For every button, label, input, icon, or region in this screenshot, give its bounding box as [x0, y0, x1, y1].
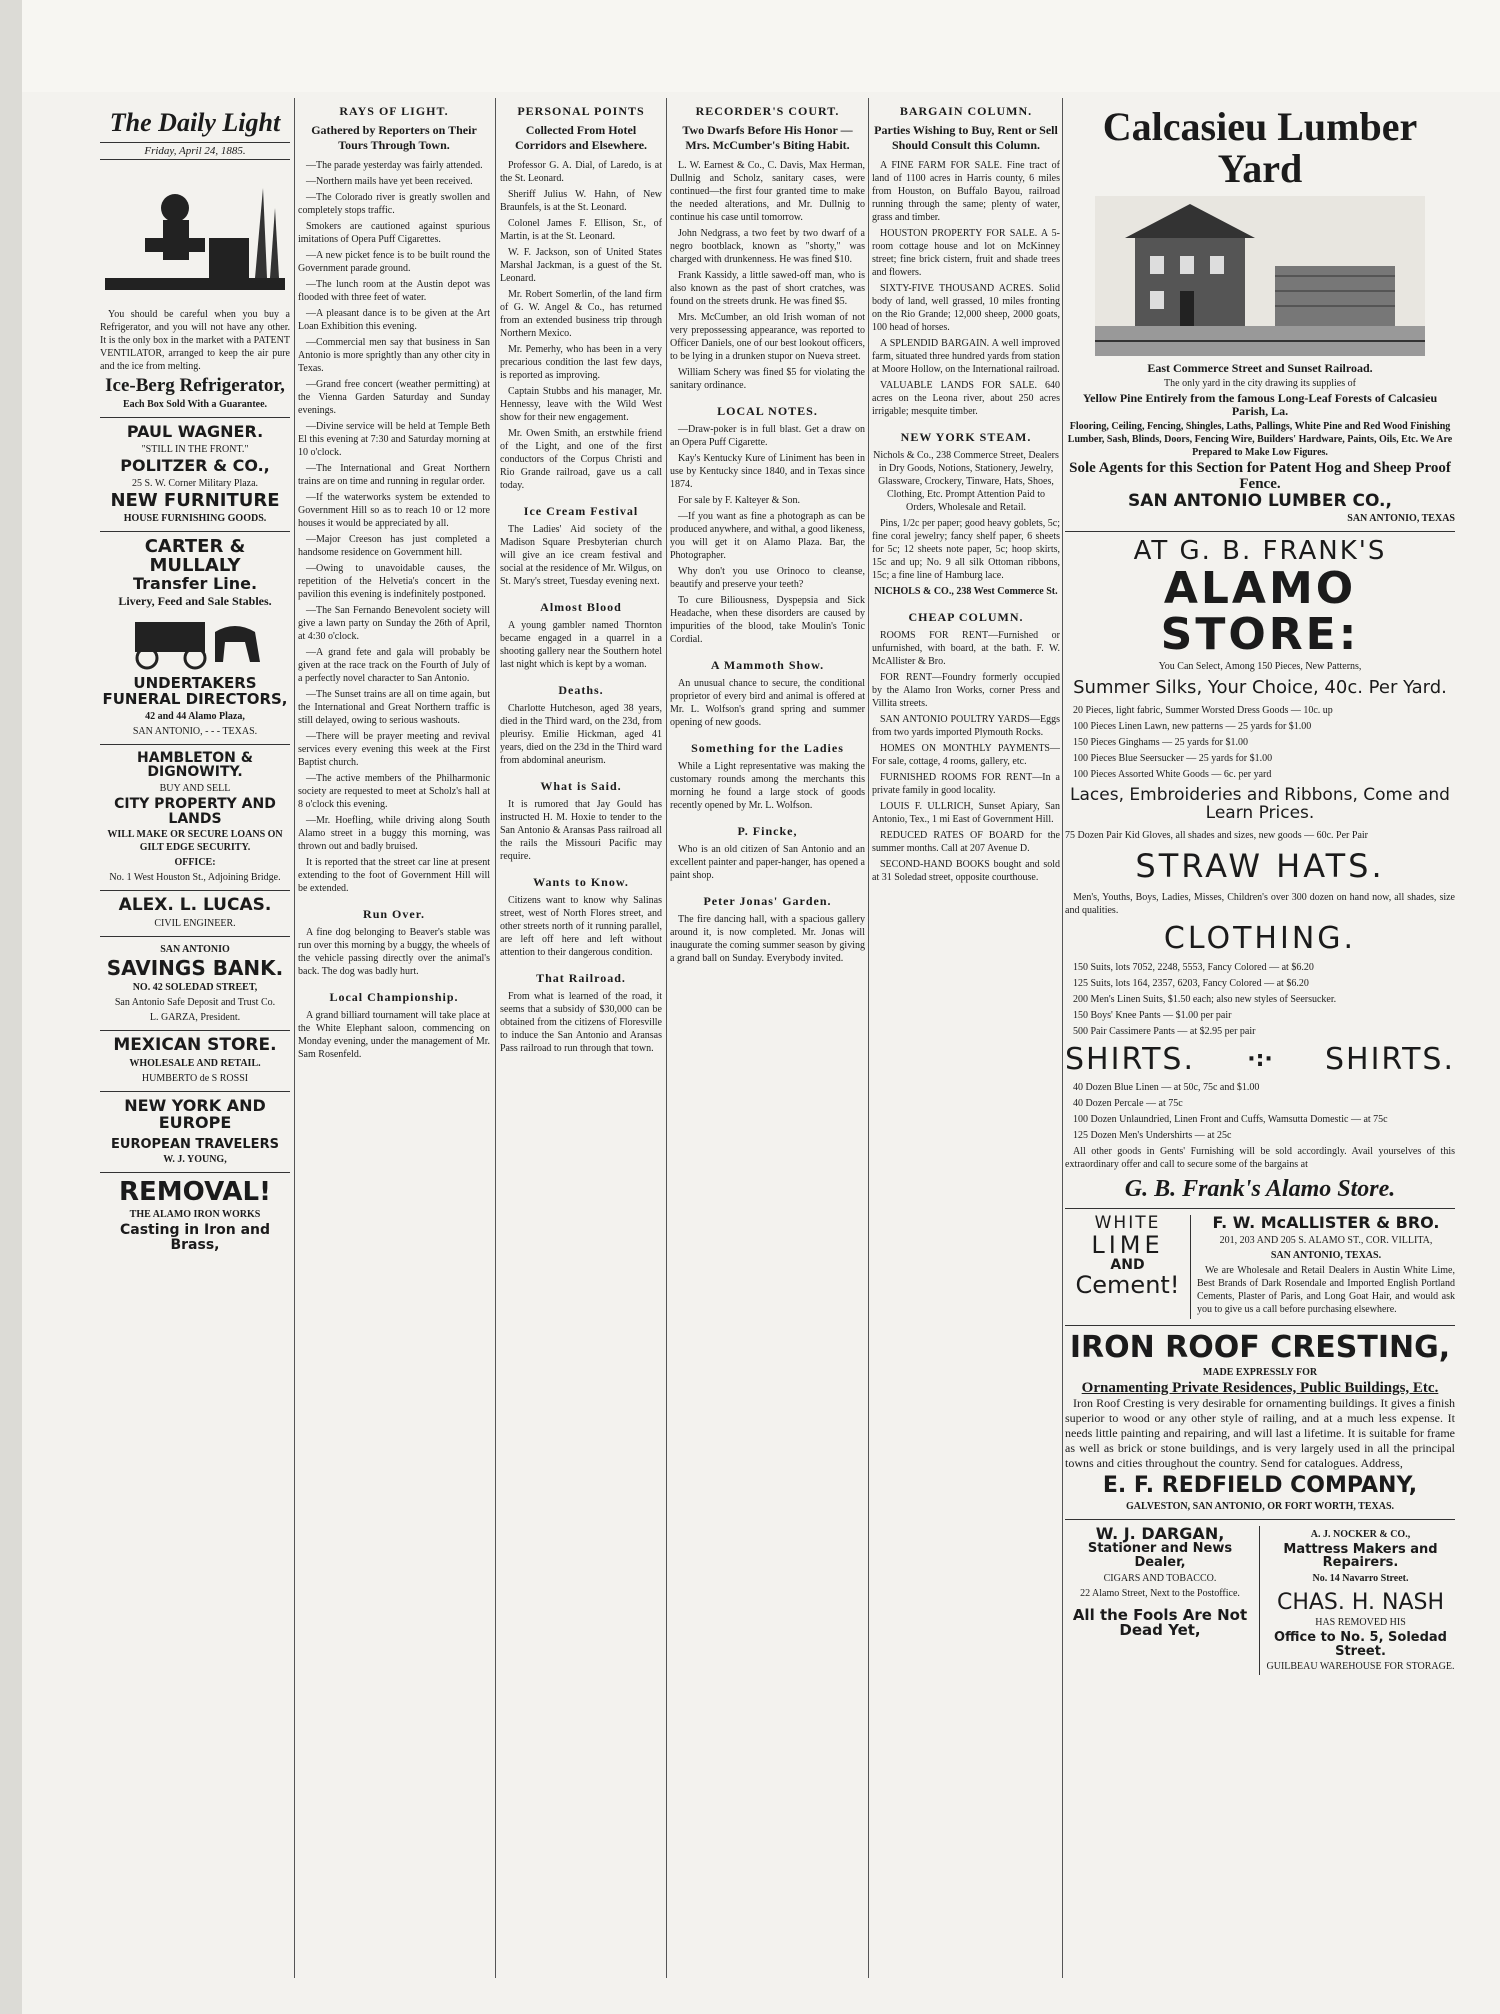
bank-city: SAN ANTONIO [160, 944, 230, 956]
personal-item: Sheriff Julius W. Hahn, of New Braunfels, is at the St. Leonard. [500, 189, 662, 213]
lumber-line3: Flooring, Ceiling, Fencing, Shingles, Laths, Pallings, White Pine and Red Wood Finishing Lumber, Sash, Blinds, Doors, Fencing Wire, Builders' Hardware, Paints, Oils, Etc. We Are Prepared to Make Low Figures. [1067, 421, 1453, 458]
safe-deposit: San Antonio Safe Deposit and Trust Co. [114, 997, 276, 1009]
alamo-store-title: ALAMO STORE: [1160, 562, 1360, 660]
dry-goods-line: 150 Pieces Ginghams — 25 yards for $1.00 [1073, 736, 1248, 748]
personal-item: W. F. Jackson, son of United States Marshal Jackman, is a guest of the St. Leonard. [500, 247, 662, 284]
dry-goods-line: 20 Pieces, light fabric, Summer Worsted Dress Goods — 10c. up [1073, 704, 1333, 716]
article-heading: What is Said. [540, 779, 622, 793]
garza-president: L. GARZA, President. [149, 1012, 241, 1024]
article-heading: Peter Jonas' Garden. [703, 894, 832, 908]
article-body: The fire dancing hall, with a spacious gallery around it, is now completed. Mr. Jonas will inaugurate the coming summer season by giving a grand ball on Sunday. Everybody invited. [670, 914, 865, 964]
shirts-list [1065, 1081, 1455, 1142]
straw-hats-detail: Men's, Youths, Boys, Ladies, Misses, Children's over 300 dozen on hand now, all shades, size and qualities. [1065, 892, 1455, 917]
shirts-line: 40 Dozen Percale — at 75c [1073, 1098, 1183, 1110]
savings-bank: SAVINGS BANK. [106, 956, 284, 981]
article-body: Who is an old citizen of San Antonio and an excellent painter and paper-hanger, has opened a paint shop. [670, 844, 865, 881]
court-item: Mrs. McCumber, an old Irish woman of not very prepossessing appearance, was reported to Officer Daniels, one of our best lookout officers, to be lying in a drunken stupor on Nueva street. [670, 312, 865, 362]
iron-text: Iron Roof Cresting is very desirable for ornamenting buildings. It gives a finish superior to wood or any other style of railing, and at a much less expense. It needs little painting and repairing, and will last a lifetime. It is suitable for frame as well as brick or stone buildings, and is very largely used in all the principal towns and cities throughout the country. Send for catalogues. Address, [1065, 1396, 1455, 1471]
news-item: —The lunch room at the Austin depot was flooded with three feet of water. [298, 279, 490, 303]
news-items [500, 159, 662, 492]
nash-warehouse: GUILBEAU WAREHOUSE FOR STORAGE. [1266, 1661, 1455, 1673]
summer-silks: Summer Silks, Your Choice, 40c. Per Yard. [1073, 677, 1447, 699]
mcallister-ad [1191, 1215, 1455, 1319]
bargain-item: SIXTY-FIVE THOUSAND ACRES. Solid body of land, well grassed, 10 miles fronting on the Rio Grande; 12,000 sheep, 2000 goats, 100 head of horses. [872, 283, 1060, 333]
article-heading: Ice Cream Festival [523, 504, 639, 518]
shirts-line: 100 Dozen Unlaundried, Linen Front and Cuffs, Wamsutta Domestic — at 75c [1073, 1114, 1388, 1126]
column-rays-of-light [298, 92, 490, 1982]
dry-goods-line: 100 Pieces Linen Lawn, new patterns — 25 yards for $1.00 [1073, 720, 1312, 732]
shirts-separator: ·:· [1247, 1046, 1273, 1072]
cheap-item: LOUIS F. ULLRICH, Sunset Apiary, San Antonio, Tex., 1 mi East of Government Hill. [872, 801, 1060, 825]
office-label: OFFICE: [174, 857, 216, 869]
buy-and-sell: BUY AND SELL [159, 782, 231, 794]
nocker-nash-ads [1260, 1526, 1455, 1676]
section-heading: RAYS OF LIGHT. [339, 104, 449, 118]
steam-prices: Pins, 1/2c per paper; good heavy goblets, 5c; fine coral jewelry; fancy shelf paper, 6 sheets for 5c; 12 sheets note paper, 5c; hoop skirts, 15c and up; No. 9 all silk Ottoman ribbons, 15c; a fine line of Hamburg lace. [872, 518, 1060, 581]
redfield-company: E. F. REDFIELD COMPANY, [1102, 1473, 1418, 1499]
article-heading: P. Fincke, [737, 824, 798, 838]
column-personal-points [500, 92, 662, 1982]
laces-heading: Laces, Embroideries and Ribbons, Come and Learn Prices. [1070, 784, 1450, 823]
personal-item: Mr. Owen Smith, an erstwhile friend of the Light, and one of the first conductors of the Corpus Christi and Rio Grande railroad, gave us a call today. [500, 428, 662, 491]
article-heading: Run Over. [363, 907, 425, 921]
ny-europe: NEW YORK AND EUROPE [124, 1095, 266, 1132]
divider [1065, 1519, 1455, 1520]
news-item: —The active members of the Philharmonic society are requested to meet at Scholz's hall at 8 o'clock this evening. [298, 773, 490, 810]
article-heading: Almost Blood [540, 600, 622, 614]
news-item: —Owing to unavoidable causes, the repetition of the Helvetia's concert in the pavilion this evening is indefinitely postponed. [298, 563, 490, 600]
funeral-address: 42 and 44 Alamo Plaza, [145, 710, 245, 722]
politzer-address: 25 S. W. Corner Military Plaza. [131, 477, 259, 489]
news-item: —A grand fete and gala will probably be given at the race track on the Fourth of July of a perfectly novel character to San Antonio. [298, 647, 490, 684]
franks-heading: AT G. B. FRANK'S [1133, 536, 1387, 567]
mcallister-name: F. W. McALLISTER & BRO. [1212, 1213, 1440, 1233]
article-heading: Something for the Ladies [691, 741, 844, 755]
news-item: —A pleasant dance is to be given at the Art Loan Exhibition this evening. [298, 308, 490, 332]
masthead-date: Friday, April 24, 1885. [100, 142, 290, 160]
cheap-item: REDUCED RATES OF BOARD for the summer months. Call at 207 Avenue D. [872, 830, 1060, 854]
article-body: A grand billiard tournament will take place at the White Elephant saloon, commencing on Monday evening, under the management of Mr. Sam Rosenfeld. [298, 1010, 490, 1060]
clothing-line: 200 Men's Linen Suits, $1.50 each; also new styles of Seersucker. [1073, 993, 1337, 1005]
city-property: CITY PROPERTY AND LANDS [114, 795, 276, 827]
local-note: —Draw-poker is in full blast. Get a draw on an Opera Puff Cigarette. [670, 424, 865, 448]
funeral-directors: FUNERAL DIRECTORS, [102, 689, 288, 708]
news-item: —The International and Great Northern trains are on time and running in regular order. [298, 463, 490, 487]
lumber-company: SAN ANTONIO LUMBER CO., [1128, 490, 1392, 511]
article-body: The Ladies' Aid society of the Madison Square Presbyterian church will give an ice cream festival and social at the residence of Mr. Wilgus, on St. Mary's street, Tuesday evening next. [500, 524, 662, 587]
bargain-items [872, 159, 1060, 418]
news-item: —If the waterworks system be extended to Government Hill so as to reach 10 or 12 more houses it would be appreciated by all. [298, 492, 490, 529]
column-advertisements-left [100, 92, 290, 1982]
redfield-city: GALVESTON, SAN ANTONIO, OR FORT WORTH, TEXAS. [1125, 1500, 1395, 1512]
new-york-steam-heading: NEW YORK STEAM. [900, 430, 1032, 444]
dargan-sub: Stationer and News Dealer, [1087, 1541, 1233, 1570]
cheap-item: FOR RENT—Foundry formerly occupied by the Alamo Iron Works, corner Press and Villita streets. [872, 672, 1060, 709]
section-subheading: Collected From Hotel Corridors and Elsewhere. [514, 123, 648, 152]
clothing-line: 125 Suits, lots 164, 2357, 6203, Fancy Colored — at $6.20 [1073, 977, 1309, 989]
white-word: WHITE [1094, 1213, 1161, 1234]
news-item: —Commercial men say that business in San Antonio is more sprightly than any other city in Texas. [298, 337, 490, 374]
nash-removed: HAS REMOVED HIS [1315, 1616, 1406, 1628]
select-patterns: You Can Select, Among 150 Pieces, New Patterns, [1158, 661, 1362, 673]
livery-stables: Livery, Feed and Sale Stables. [118, 594, 272, 608]
news-item: —Major Creeson has just completed a handsome residence on Government hill. [298, 534, 490, 558]
news-item: —Mr. Hoefling, while driving along South Alamo street in a buggy this morning, was thrown out and badly bruised. [298, 815, 490, 852]
section-heading: RECORDER'S COURT. [695, 104, 840, 118]
article-heading: That Railroad. [536, 971, 626, 985]
news-items [670, 159, 865, 392]
mcallister-city: SAN ANTONIO, TEXAS. [1270, 1250, 1382, 1262]
section-heading: PERSONAL POINTS [517, 104, 645, 118]
news-item: —Divine service will be held at Temple Beth El this evening at 7:30 and Saturday morning at 10 o'clock. [298, 421, 490, 458]
new-furniture: NEW FURNITURE [110, 489, 280, 511]
shirts-heading [1065, 1041, 1455, 1077]
local-note: For sale by F. Kalteyer & Son. [678, 495, 800, 506]
news-item: It is reported that the street car line at present extending to the foot of Government Hill will be extended. [298, 857, 490, 894]
transfer-line: Transfer Line. [132, 574, 258, 594]
shirts-note: All other goods in Gents' Furnishing will be sold accordingly. Avail yourselves of this extraordinary offer and call to secure some of the bargains at [1065, 1146, 1455, 1171]
section-heading: BARGAIN COLUMN. [899, 104, 1033, 118]
local-note: Kay's Kentucky Kure of Liniment has been in use by Kentucky since 1840, and in Texas since 1874. [670, 453, 865, 490]
article-body: From what is learned of the road, it seems that a subsidy of $30,000 can be obtained from the citizens of Floresville to induce the San Antonio and Aransas Pass railroad to run through that town. [500, 991, 662, 1054]
article-body: A young gambler named Thornton became engaged in a quarrel in a shooting gallery near the Southern hotel last night which is kept by a woman. [500, 620, 662, 670]
loans-note: WILL MAKE OR SECURE LOANS ON GILT EDGE SECURITY. [107, 829, 283, 854]
dry-goods-line: 100 Pieces Assorted White Goods — 6c. per yard [1073, 768, 1272, 780]
divider [1065, 531, 1455, 532]
bargain-item: A FINE FARM FOR SALE. Fine tract of land of 1100 acres in Harris county, 6 miles from Houston, on Buffalo Bayou, railroad running through the same; plenty of water, grass and timber. [872, 160, 1060, 223]
lumber-address: East Commerce Street and Sunset Railroad. [1147, 361, 1373, 375]
icebox-intro: You should be careful when you buy a Refrigerator, and you will not have any other. It is the only box in the market with a PATENT VENTILATOR, arranged to keep the air pure and the ice from melting. [100, 309, 290, 372]
news-item: Smokers are cautioned against spurious imitations of Opera Puff Cigarettes. [298, 221, 490, 245]
bargain-item: VALUABLE LANDS FOR SALE. 640 acres on the Leona river, about 250 acres irrigable; mesquite timber. [872, 380, 1060, 417]
local-notes-heading: LOCAL NOTES. [717, 404, 818, 418]
shirts-right: SHIRTS. [1324, 1041, 1455, 1077]
court-item: William Schery was fined $5 for violating the sanitary ordinance. [670, 367, 865, 391]
nash-name: CHAS. H. NASH [1276, 1589, 1445, 1615]
bargain-item: HOUSTON PROPERTY FOR SALE. A 5-room cottage house and lot on McKinney street; fine brick cistern, fruit and shade trees and flowers. [872, 228, 1060, 278]
mexican-store: MEXICAN STORE. [113, 1035, 277, 1056]
office-address: No. 1 West Houston St., Adjoining Bridge. [109, 872, 281, 884]
clothing-line: 500 Pair Cassimere Pants — at $2.95 per pair [1073, 1025, 1256, 1037]
civil-engineer: CIVIL ENGINEER. [154, 918, 236, 930]
news-item: —The parade yesterday was fairly attended. [306, 160, 483, 171]
local-notes [670, 423, 865, 646]
divider [100, 1091, 290, 1092]
court-item: L. W. Earnest & Co., C. Davis, Max Herman, Dullnig and Scholz, sanitary cases, were continued—the first four granted time to make the needed alterations, and Mr. Dullnig to continue his case until tomorrow. [670, 160, 865, 223]
dargan-ad [1065, 1523, 1260, 1676]
politzer-name: POLITZER & CO., [120, 455, 270, 475]
nocker-address: No. 14 Navarro Street. [1312, 1572, 1409, 1584]
local-note: —If you want as fine a photograph as can be produced anywhere, and withal, a good likeness, you will get it on Alamo Plaza. Bar, the Photographer. [670, 511, 865, 561]
clothing-list [1065, 961, 1455, 1038]
wagner-tagline: "STILL IN THE FRONT." [141, 443, 249, 455]
column-recorders-court [670, 92, 865, 1982]
lumber-line1: The only yard in the city drawing its supplies of [1164, 378, 1356, 389]
bargain-item: A SPLENDID BARGAIN. A well improved farm, situated three hundred yards from station at Moore Hollow, on the International railroad. [872, 338, 1060, 375]
news-items [298, 159, 490, 895]
section-subheading: Gathered by Reporters on Their Tours Through Town. [311, 123, 477, 152]
fools-line2: Dead Yet, [1119, 1621, 1201, 1640]
lime-cement-row [1065, 1215, 1455, 1319]
and-word: AND [1110, 1257, 1145, 1274]
mcallister-text: We are Wholesale and Retail Dealers in Austin White Lime, Best Brands of Dark Rosendale and Imported English Portland Cements, Plaster of Paris, and Long Goat Hair, and would ask you to give us a call before purchasing elsewhere. [1197, 1265, 1455, 1316]
cement-word: Cement! [1075, 1271, 1180, 1300]
dargan-address: 22 Alamo Street, Next to the Postoffice. [1080, 1587, 1240, 1599]
column-bargain [872, 92, 1060, 1982]
column-right-advertisements [1065, 92, 1455, 1982]
column-rule [294, 98, 295, 1978]
section-subheading: Parties Wishing to Buy, Rent or Sell Should Consult this Column. [874, 123, 1058, 152]
rossi-name: HUMBERTO de S ROSSI [141, 1072, 249, 1084]
iron-made-for: MADE EXPRESSLY FOR [1202, 1366, 1318, 1378]
cheap-item: FURNISHED ROOMS FOR RENT—In a private family in good locality. [872, 772, 1060, 796]
page-top-margin [22, 0, 1500, 92]
news-item: —There will be prayer meeting and revival services every evening this week at the First Baptist church. [298, 731, 490, 768]
article-heading: A Mammoth Show. [710, 658, 825, 672]
lumber-yard-illustration [1095, 196, 1425, 356]
refrigerator-illustration [105, 168, 285, 308]
casting-iron-brass: Casting in Iron and Brass, [119, 1222, 271, 1254]
young-agent: W. J. YOUNG, [163, 1154, 227, 1166]
wholesale-retail: WHOLESALE AND RETAIL. [129, 1057, 261, 1069]
divider [100, 417, 290, 418]
shirts-line: 125 Dozen Men's Undershirts — at 25c [1073, 1130, 1232, 1142]
divider [100, 936, 290, 937]
hearse-illustration [105, 612, 285, 672]
lumber-agents: Sole Agents for this Section for Patent Hog and Sheep Proof Fence. [1069, 460, 1451, 492]
cheap-items [872, 629, 1060, 884]
removal-heading: REMOVAL! [119, 1177, 271, 1208]
divider [100, 531, 290, 532]
news-item: —Grand free concert (weather permitting) at the Vienna Garden Saturday and Sunday evenings. [298, 379, 490, 416]
local-note: Why don't you use Orinoco to cleanse, beautify and preserve your teeth? [670, 566, 865, 590]
savings-address: NO. 42 SOLEDAD STREET, [132, 982, 258, 994]
icebox-guarantee: Each Box Sold With a Guarantee. [122, 398, 268, 410]
bottom-ads-row [1065, 1523, 1455, 1676]
news-item: —Northern mails have yet been received. [306, 176, 473, 187]
alamo-iron-works: THE ALAMO IRON WORKS [129, 1209, 261, 1221]
personal-item: Mr. Robert Somerlin, of the land firm of G. W. Angel & Co., has returned from an extended business trip through Northern Mexico. [500, 289, 662, 339]
scan-binding-edge [0, 0, 22, 2014]
house-furnishing: HOUSE FURNISHING GOODS. [123, 513, 267, 525]
column-rule [495, 98, 496, 1978]
dargan-cigars: CIGARS AND TOBACCO. [1103, 1572, 1217, 1584]
lumber-yard-title: Calcasieu Lumber Yard [1102, 104, 1418, 191]
carter-mullaly: CARTER & MULLALY [144, 536, 246, 577]
frank-store-signature: G. B. Frank's Alamo Store. [1124, 1176, 1396, 1203]
local-note: To cure Biliousness, Dyspepsia and Sick Headache, when these disorders are caused by impurities of the blood, take Moulin's Tonic Cordial. [670, 595, 865, 645]
column-rule [666, 98, 667, 1978]
article-body: While a Light representative was making the customary rounds among the merchants this morning he found a large stock of goods recently opened by Mr. L. Wolfson. [670, 761, 865, 811]
gloves-line: 75 Dozen Pair Kid Gloves, all shades and sizes, new goods — 60c. Per Pair [1065, 829, 1368, 841]
personal-item: Captain Stubbs and his manager, Mr. Hennessy, leave with the Wild West show for their new engagement. [500, 386, 662, 423]
personal-item: Professor G. A. Dial, of Laredo, is at the St. Leonard. [500, 160, 662, 184]
clothing-line: 150 Suits, lots 7052, 2248, 5553, Fancy Colored — at $6.20 [1073, 961, 1314, 973]
dry-goods-list [1065, 704, 1455, 781]
divider [100, 744, 290, 745]
article-heading: Wants to Know. [533, 875, 629, 889]
article-heading: Deaths. [558, 683, 604, 697]
mcallister-address: 201, 203 AND 205 S. ALAMO ST., COR. VILLITA, [1219, 1235, 1433, 1247]
clothing-heading: CLOTHING. [1163, 921, 1357, 957]
lime-ad [1065, 1215, 1191, 1319]
lumber-city: SAN ANTONIO, TEXAS [1347, 513, 1455, 525]
iron-cresting-title: IRON ROOF CRESTING, [1069, 1330, 1451, 1366]
cheap-item: HOMES ON MONTHLY PAYMENTS—For sale, cottage, 4 rooms, gallery, etc. [872, 743, 1060, 767]
european-travelers: EUROPEAN TRAVELERS [111, 1136, 279, 1152]
shirts-left: SHIRTS. [1065, 1041, 1196, 1077]
funeral-city: SAN ANTONIO, - - - TEXAS. [132, 725, 258, 737]
fools-line1: All the Fools Are Not [1072, 1605, 1248, 1624]
nichols-address: NICHOLS & CO., 238 West Commerce St. [874, 586, 1058, 597]
lumber-line2: Yellow Pine Entirely from the famous Long-Leaf Forests of Calcasieu Parish, La. [1082, 391, 1438, 418]
news-item: —The San Fernando Benevolent society will give a lawn party on Sunday the 26th of April, at 4:30 o'clock. [298, 605, 490, 642]
column-rule [868, 98, 869, 1978]
divider [1065, 1325, 1455, 1326]
wagner-name: PAUL WAGNER. [126, 421, 264, 441]
lucas-name: ALEX. L. LUCAS. [118, 895, 272, 916]
personal-item: Mr. Pemerhy, who has been in a very precarious condition the last few days, is reported as improving. [500, 344, 662, 381]
section-subheading: Two Dwarfs Before His Honor — Mrs. McCumber's Biting Habit. [682, 123, 853, 152]
cheap-item: SECOND-HAND BOOKS bought and sold at 31 Soledad street, opposite courthouse. [872, 859, 1060, 883]
personal-item: Colonel James F. Ellison, Sr., of Martin, is at the St. Leonard. [500, 218, 662, 242]
article-body: A fine dog belonging to Beaver's stable was run over this morning by a buggy, the wheels of the vehicle passing directly over the animal's back. The dog was badly hurt. [298, 927, 490, 977]
icebox-title: Ice-Berg Refrigerator, [105, 375, 285, 396]
steam-dealer: Nichols & Co., 238 Commerce Street, Dealers in Dry Goods, Notions, Stationery, Jewelry, Glassware, Crockery, Tinware, Hats, Shoes, Clothing, Etc. Prompt Attention Paid to Orders, Wholesale and Retail. [873, 450, 1059, 513]
cheap-item: SAN ANTONIO POULTRY YARDS—Eggs from two yards imported Plymouth Rocks. [872, 714, 1060, 738]
clothing-line: 150 Boys' Knee Pants — $1.00 per pair [1073, 1009, 1232, 1021]
court-item: Frank Kassidy, a little sawed-off man, who is also known as the past of short cratches, was found on the streets drunk. He was fined $5. [670, 270, 865, 307]
article-body: An unusual chance to secure, the conditional proprietor of every bird and animal is offered at Mr. L. Wolfson's grand spring and summer opening of new goods. [670, 678, 865, 728]
undertakers: UNDERTAKERS [133, 674, 257, 692]
article-body: Charlotte Hutcheson, aged 38 years, died in the Third ward, on the 23d, from pleurisy. Emilie Hickman, aged 41 years, died on the 23d in the Third ward from abdominal aneurism. [500, 703, 662, 766]
news-item: —The Colorado river is greatly swollen and completely stops traffic. [298, 192, 490, 216]
cheap-item: ROOMS FOR RENT—Furnished or unfurnished, with board, at the bath. F. W. McAllister & Bro. [872, 630, 1060, 667]
nocker-sub: Mattress Makers and Repairers. [1283, 1541, 1438, 1571]
dry-goods-line: 100 Pieces Blue Seersucker — 25 yards for $1.00 [1073, 752, 1273, 764]
court-item: John Nedgrass, a two feet by two dwarf of a negro bootblack, known as "shorty," was charged with drunkenness. He was fined $10. [670, 228, 865, 265]
divider [100, 1172, 290, 1173]
divider [100, 1030, 290, 1031]
news-item: —The Sunset trains are all on time again, but the International and Great Northern traffic is still delayed, owing to serious washouts. [298, 689, 490, 726]
article-body: Citizens want to know why Salinas street, west of North Flores street, and other streets north of it running parallel, are left off here and left without attention to their dangerous condition. [500, 895, 662, 958]
article-body: It is rumored that Jay Gould has instructed H. M. Hoxie to tender to the San Antonio & Aransas Pass railroad all the rails the Missouri Pacific may require. [500, 799, 662, 862]
dargan-name: W. J. DARGAN, [1095, 1523, 1225, 1543]
straw-hats-heading: STRAW HATS. [1135, 846, 1385, 885]
masthead-title: The Daily Light [109, 108, 281, 137]
news-item: —A new picket fence is to be built round the Government parade ground. [298, 250, 490, 274]
nash-office: Office to No. 5, Soledad Street. [1273, 1629, 1447, 1659]
cheap-column-heading: CHEAP COLUMN. [908, 610, 1024, 624]
article-heading: Local Championship. [329, 990, 459, 1004]
hambleton-dignowity: HAMBLETON & DIGNOWITY. [137, 749, 253, 781]
iron-subtitle: Ornamenting Private Residences, Public Buildings, Etc. [1081, 1379, 1439, 1396]
column-rule [1062, 98, 1063, 1978]
shirts-line: 40 Dozen Blue Linen — at 50c, 75c and $1.00 [1073, 1082, 1260, 1094]
divider [1065, 1208, 1455, 1209]
divider [100, 890, 290, 891]
nocker-name: A. J. NOCKER & CO., [1310, 1528, 1411, 1540]
lime-word: LIME [1091, 1231, 1164, 1260]
